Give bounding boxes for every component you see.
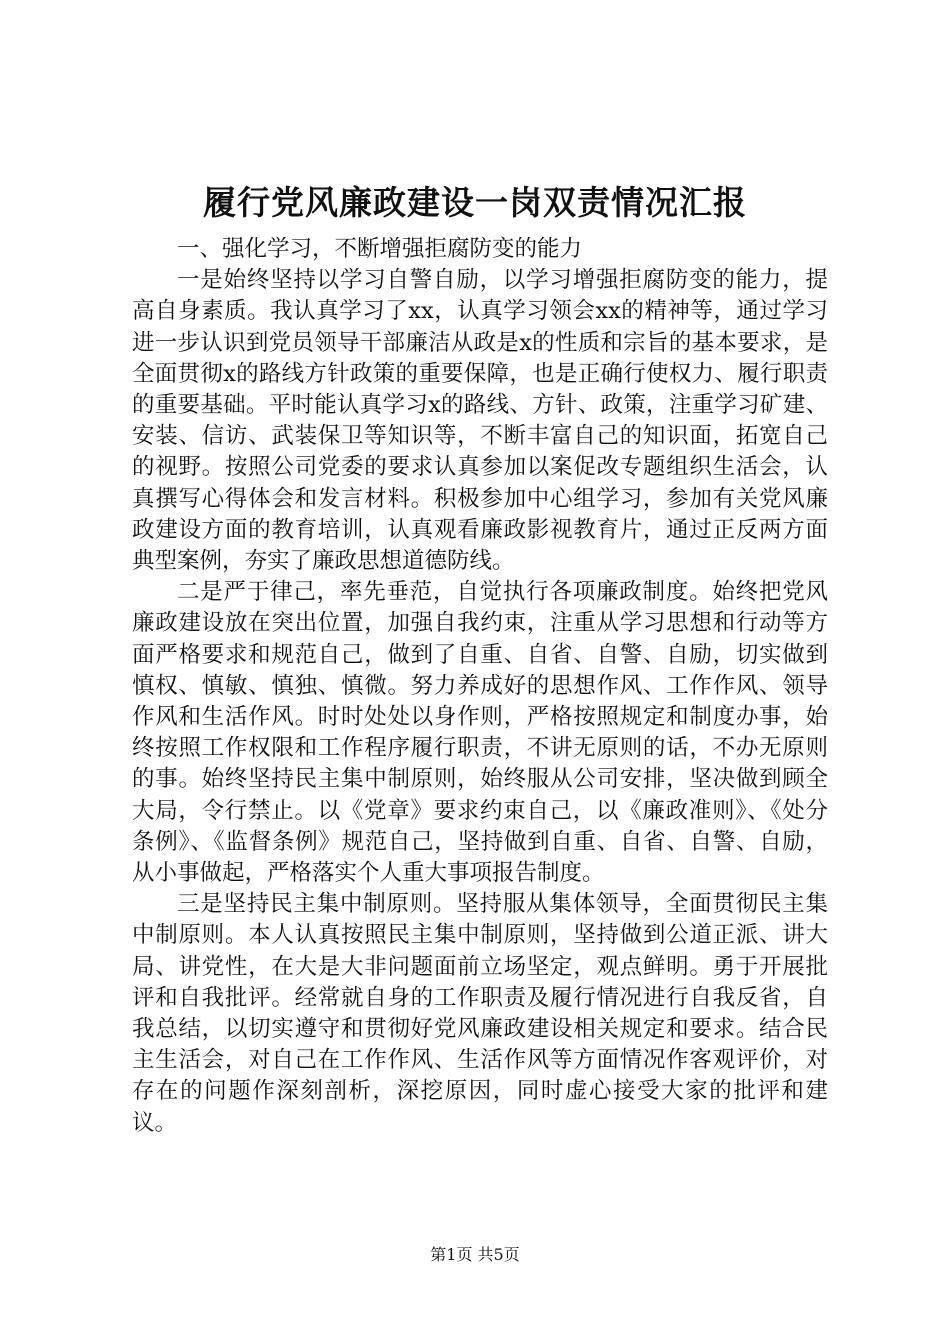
section-heading: 一、强化学习，不断增强拒腐防变的能力 bbox=[177, 236, 583, 262]
document-body bbox=[132, 234, 828, 1139]
page-number: 第1页 共5页 bbox=[430, 1245, 520, 1264]
body-paragraph: 三是坚持民主集中制原则。坚持服从集体领导，全面贯彻民主集中制原则。本人认真按照民主集中制原则，坚持做到公道正派、讲大局、讲党性，在大是大非问题面前立场坚定，观点鲜明。勇于开展批评和自我批评。经常就自身的工作职责及履行情况进行自我反省，自我总结，以切实遵守和贯彻好党风廉政建设相关规定和要求。结合民主生活会，对自己在工作作风、生活作风等方面情况作客观评价，对存在的问题作深刻剖析，深挖原因，同时虚心接受大家的批评和建议。 bbox=[132, 891, 828, 1136]
document-title: 履行党风廉政建设一岗双责情况汇报 bbox=[203, 183, 747, 222]
body-paragraph: 二是严于律己，率先垂范，自觉执行各项廉政制度。始终把党风廉政建设放在突出位置，加强自我约束，注重从学习思想和行动等方面严格要求和规范自己，做到了自重、自省、自警、自励，切实做到慎权、慎敏、慎独、慎微。努力养成好的思想作风、工作作风、领导作风和生活作风。时时处处以身作则，严格按照规定和制度办事，始终按照工作权限和工作程序履行职责，不讲无原则的话，不办无原则的事。始终坚持民主集中制原则，始终服从公司安排，坚决做到顾全大局，令行禁止。以《党章》要求约束自己，以《廉政准则》、《处分条例》、《监督条例》规范自己，坚持做到自重、自省、自警、自励，从小事做起，严格落实个人重大事项报告制度。 bbox=[132, 579, 828, 887]
body-paragraph: 一是始终坚持以学习自警自励，以学习增强拒腐防变的能力，提高自身素质。我认真学习了xx，认真学习领会xx的精神等，通过学习进一步认识到党员领导干部廉洁从政是x的性质和宗旨的基本要求，是全面贯彻x的路线方针政策的重要保障，也是正确行使权力、履行职责的重要基础。平时能认真学习x的路线、方针、政策，注重学习矿建、安装、信访、武装保卫等知识等，不断丰富自己的知识面，拓宽自己的视野。按照公司党委的要求认真参加以案促改专题组织生活会，认真撰写心得体会和发言材料。积极参加中心组学习，参加有关党风廉政建设方面的教育培训，认真观看廉政影视教育片，通过正反两方面典型案例，夯实了廉政思想道德防线。 bbox=[132, 267, 828, 575]
